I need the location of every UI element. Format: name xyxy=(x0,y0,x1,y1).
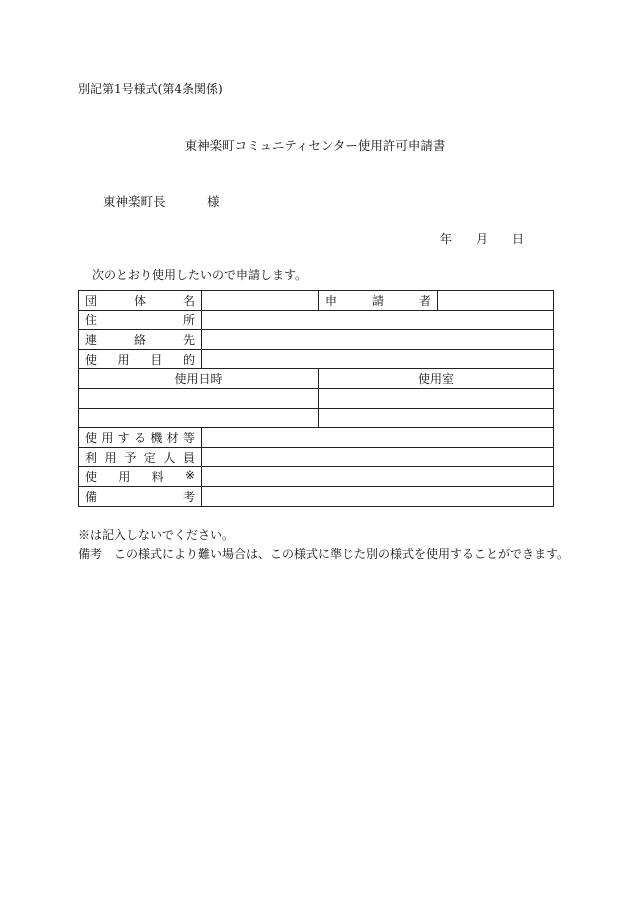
table-row xyxy=(79,310,554,330)
group-name-label xyxy=(79,291,202,311)
applicant-field[interactable] xyxy=(438,291,554,311)
label-char: る xyxy=(133,430,146,445)
label-char: 予 xyxy=(124,450,137,465)
table-row xyxy=(79,369,554,389)
label-char: 用 xyxy=(117,352,130,367)
label-char: 料 xyxy=(151,470,164,485)
request-statement: 次のとおり使用したいので申請します。 xyxy=(92,268,308,282)
use-datetime-header: 使用日時 xyxy=(79,369,319,389)
application-form-table xyxy=(78,290,554,507)
address-field[interactable] xyxy=(202,310,554,330)
purpose-field[interactable] xyxy=(202,349,554,369)
table-row xyxy=(79,349,554,369)
label-char: 備 xyxy=(85,489,98,504)
label-char: ※ xyxy=(184,468,195,483)
label-char: 名 xyxy=(182,293,195,308)
label-char: 絡 xyxy=(133,332,146,347)
remarks-label xyxy=(79,486,202,506)
date-line xyxy=(440,230,524,247)
table-row xyxy=(79,408,554,428)
applicant-label xyxy=(319,291,438,311)
label-char: 員 xyxy=(182,450,195,465)
expected-users-field[interactable] xyxy=(202,447,554,467)
addressee-honorific: 様 xyxy=(207,194,220,209)
footnote-remarks: 備考 この様式により難い場合は、この様式に準じた別の様式を使用することができます。 xyxy=(78,547,570,561)
equipment-field[interactable] xyxy=(202,428,554,448)
label-char: 使 xyxy=(85,470,98,485)
label-char: 定 xyxy=(143,450,156,465)
label-char: 等 xyxy=(182,430,195,445)
label-char: 考 xyxy=(182,489,195,504)
expected-users-label xyxy=(79,447,202,467)
label-char: 的 xyxy=(182,352,195,367)
document-title: 東神楽町コミュニティセンター使用許可申請書 xyxy=(184,138,446,153)
date-year-label: 年 xyxy=(440,232,453,246)
table-row xyxy=(79,330,554,350)
table-row xyxy=(79,467,554,487)
contact-field[interactable] xyxy=(202,330,554,350)
table-row xyxy=(79,291,554,311)
purpose-label xyxy=(79,349,202,369)
use-room-field[interactable] xyxy=(319,408,554,428)
footnote-fee: ※は記入しないでください。 xyxy=(78,528,235,542)
table-row xyxy=(79,388,554,408)
label-char: 請 xyxy=(371,293,384,308)
label-char: 体 xyxy=(133,293,146,308)
label-char: 用 xyxy=(101,430,114,445)
label-char: 連 xyxy=(85,332,98,347)
equipment-label xyxy=(79,428,202,448)
use-datetime-field[interactable] xyxy=(79,408,319,428)
label-char: 利 xyxy=(85,450,98,465)
label-char: 者 xyxy=(418,293,431,308)
label-char: 使 xyxy=(85,352,98,367)
form-identifier: 別記第1号様式(第4条関係) xyxy=(78,82,223,96)
label-char: 目 xyxy=(150,352,163,367)
table-row xyxy=(79,486,554,506)
contact-label xyxy=(79,330,202,350)
date-month-label: 月 xyxy=(476,232,489,246)
label-char: 用 xyxy=(104,450,117,465)
group-name-field[interactable] xyxy=(202,291,319,311)
fee-field xyxy=(202,467,554,487)
label-char: 団 xyxy=(85,293,98,308)
addressee-name: 東神楽町長 xyxy=(103,194,166,209)
label-char: 使 xyxy=(85,430,98,445)
table-row xyxy=(79,428,554,448)
use-room-field[interactable] xyxy=(319,388,554,408)
label-char: 材 xyxy=(166,430,179,445)
label-char: す xyxy=(117,430,130,445)
label-char: 住 xyxy=(85,313,98,328)
label-char: 機 xyxy=(150,430,163,445)
fee-label xyxy=(79,467,202,487)
label-char: 申 xyxy=(325,293,338,308)
use-datetime-field[interactable] xyxy=(79,388,319,408)
label-char: 用 xyxy=(118,470,131,485)
label-char: 所 xyxy=(182,313,195,328)
address-label xyxy=(79,310,202,330)
date-day-label: 日 xyxy=(512,232,525,246)
label-char: 先 xyxy=(182,332,195,347)
label-char: 人 xyxy=(163,450,176,465)
table-row xyxy=(79,447,554,467)
use-room-header: 使用室 xyxy=(319,369,554,389)
remarks-field[interactable] xyxy=(202,486,554,506)
